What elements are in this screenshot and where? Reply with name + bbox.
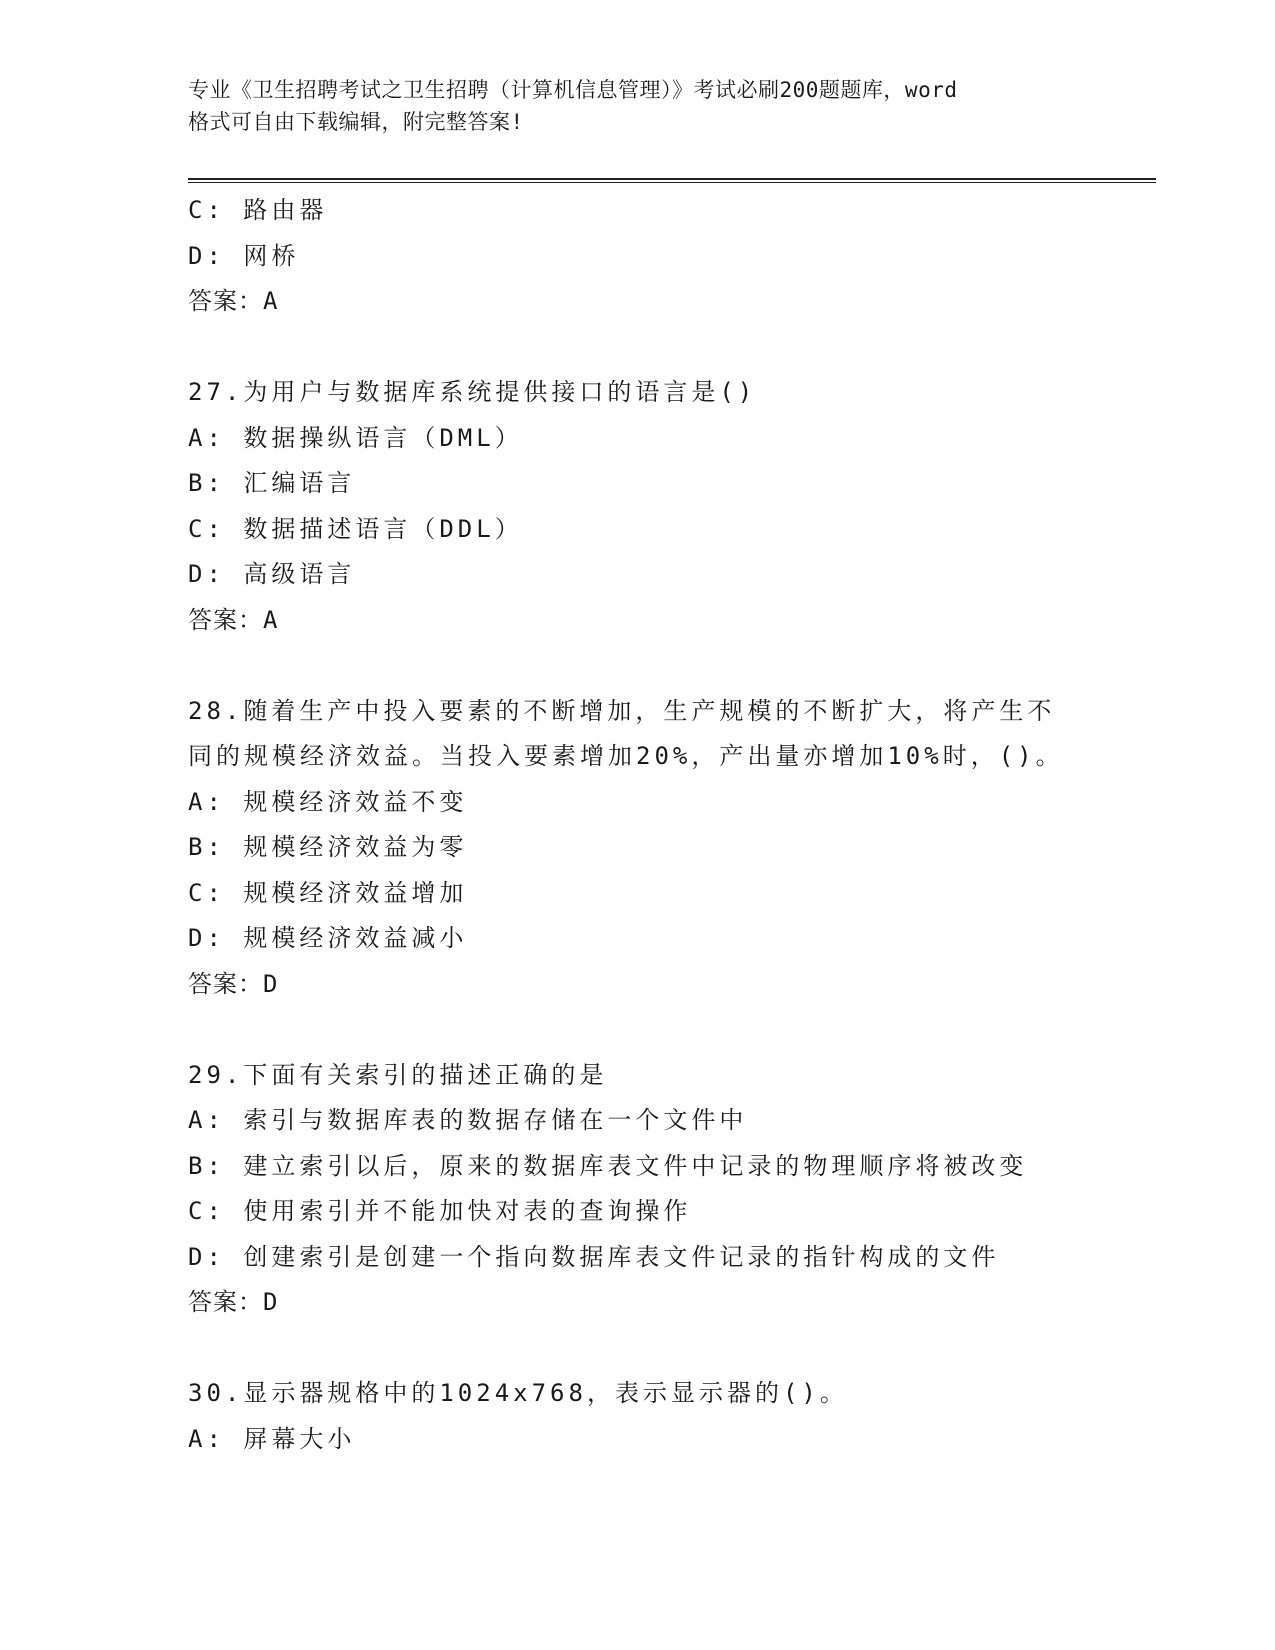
option-b: B: 建立索引以后，原来的数据库表文件中记录的物理顺序将被改变 <box>188 1151 1028 1180</box>
question-stem-line-2: 同的规模经济效益。当投入要素增加20%，产出量亦增加10%时，()。 <box>188 742 1064 770</box>
answer-line: 答案：A <box>188 287 279 315</box>
option-a: A: 数据操纵语言（DML） <box>188 423 523 452</box>
answer-line: 答案：D <box>188 1288 279 1316</box>
header-line-2: 格式可自由下载编辑，附完整答案! <box>188 110 524 134</box>
question-27 <box>188 370 1108 643</box>
option-b: B: 规模经济效益为零 <box>188 833 468 861</box>
header-divider-thin <box>188 182 1156 183</box>
question-list <box>188 188 1108 1462</box>
question-stem: 30.显示器规格中的1024x768，表示显示器的()。 <box>188 1379 848 1407</box>
option-d: D: 网桥 <box>188 241 300 270</box>
option-c: C: 使用索引并不能加快对表的查询操作 <box>188 1197 692 1225</box>
question-spacer <box>188 325 1108 371</box>
question-28 <box>188 689 1108 1008</box>
option-d: D: 规模经济效益减小 <box>188 924 468 952</box>
question-spacer <box>188 1326 1108 1372</box>
option-c: C: 规模经济效益增加 <box>188 878 468 907</box>
option-a: A: 屏幕大小 <box>188 1424 356 1453</box>
question-29 <box>188 1053 1108 1326</box>
question-stem: 29.下面有关索引的描述正确的是 <box>188 1060 608 1089</box>
question-stem: 27.为用户与数据库系统提供接口的语言是() <box>188 378 757 406</box>
header-divider-thick <box>188 178 1156 180</box>
question-spacer <box>188 643 1108 689</box>
option-c: C: 数据描述语言（DDL） <box>188 514 523 543</box>
question-26 <box>188 188 1108 325</box>
option-d: D: 创建索引是创建一个指向数据库表文件记录的指针构成的文件 <box>188 1242 1000 1271</box>
question-stem-line-1: 28.随着生产中投入要素的不断增加，生产规模的不断扩大，将产生不 <box>188 696 1056 725</box>
option-a: A: 规模经济效益不变 <box>188 787 468 816</box>
answer-line: 答案：A <box>188 605 279 634</box>
answer-line: 答案：D <box>188 969 279 998</box>
option-c: C: 路由器 <box>188 196 328 224</box>
header-line-1: 专业《卫生招聘考试之卫生招聘（计算机信息管理）》考试必刷200题题库，word <box>188 78 958 102</box>
option-d: D: 高级语言 <box>188 560 356 588</box>
option-b: B: 汇编语言 <box>188 469 356 497</box>
question-30 <box>188 1371 1108 1462</box>
question-spacer <box>188 1007 1108 1053</box>
option-a: A: 索引与数据库表的数据存储在一个文件中 <box>188 1106 748 1134</box>
document-header <box>188 74 1088 138</box>
